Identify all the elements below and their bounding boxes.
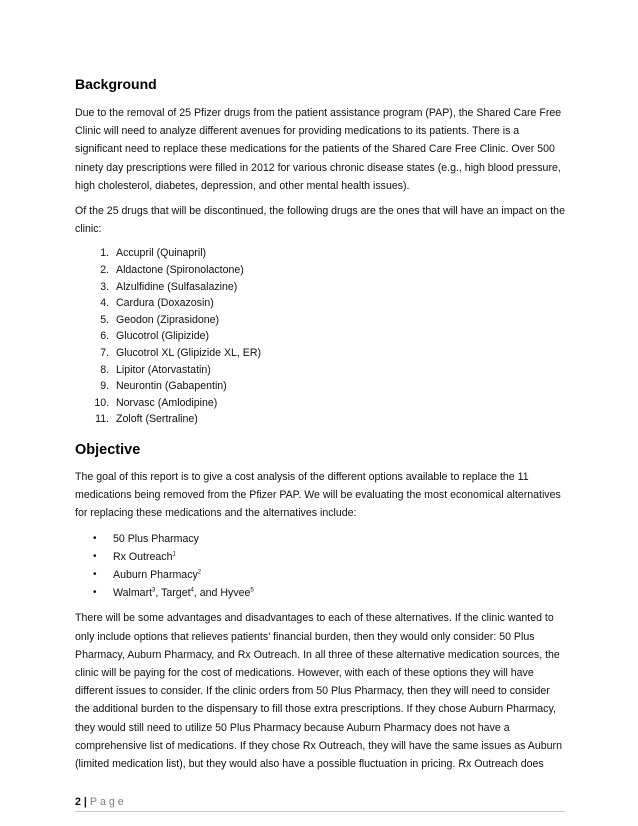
- alternative-item: [93, 584, 565, 602]
- alternative-item: [93, 548, 565, 566]
- objective-paragraph-2: There will be some advantages and disadvantages to each of these alternatives. If the clinic wanted to only include options that relieves patients’ financial burden, then they would only consider: 50 Plus Pharmacy, Auburn Pharmacy, and Rx Outreach. In all three of these alternative medication sources, the clinic will be paying for the cost of medications. However, with each of these options they will have different issues to consider. If the clinic orders from 50 Plus Pharmacy, then they will need to consider the additional burden to the dispensary to fill those extra prescriptions. If they chose Auburn Pharmacy, they would still need to utilize 50 Plus Pharmacy because Auburn Pharmacy does not have a comprehensive list of medications. If they chose Rx Outreach, they will have the same issues as Auburn (limited medication list), but they would also have a possible fluctuation in pricing. Rx Outreach does: [75, 612, 562, 770]
- drug-list-item: 5. Geodon (Ziprasidone): [112, 312, 565, 329]
- page-content: [75, 76, 565, 780]
- drug-list-item: 9. Neurontin (Gabapentin): [112, 378, 565, 395]
- drug-list-item: 8. Lipitor (Atorvastatin): [112, 362, 565, 379]
- objective-heading: Objective: [75, 441, 141, 458]
- page-number: 2: [75, 796, 81, 808]
- page-footer: [75, 796, 127, 808]
- alternative-item: [93, 530, 565, 548]
- footer-divider: [75, 811, 565, 812]
- background-paragraph-1: Due to the removal of 25 Pfizer drugs from the patient assistance program (PAP), the Shared Care Free Clinic will need to analyze different avenues for providing medications to its patients. There is a significant need to replace these medications for the patients of the Shared Care Free Clinic. Over 500 ninety day prescriptions were filled in 2012 for various chronic disease states (e.g., high blood pressure, high cholesterol, diabetes, depression, and other mental health issues).: [75, 107, 562, 192]
- drug-list-item: 7. Glucotrol XL (Glipizide XL, ER): [112, 345, 565, 362]
- drug-list-item: 2. Aldactone (Spironolactone): [112, 262, 565, 279]
- objective-paragraph-1: The goal of this report is to give a cost analysis of the different options available to replace the 11 medications being removed from the Pfizer PAP. We will be evaluating the most economical alternatives for replacing these medications and the alternatives include:: [75, 470, 561, 520]
- drug-list-item: 11. Zoloft (Sertraline): [112, 411, 565, 428]
- alternative-label: Auburn Pharmacy: [113, 568, 198, 581]
- footnote-ref[interactable]: 1: [172, 551, 176, 558]
- alternative-label: Rx Outreach: [113, 550, 173, 563]
- background-paragraph-2: Of the 25 drugs that will be discontinued, the following drugs are the ones that will have an impact on the clinic:: [75, 205, 565, 236]
- bullet-icon: •: [93, 532, 97, 544]
- background-heading: Background: [75, 76, 157, 92]
- alternative-label: , Target: [155, 587, 191, 600]
- alternative-label: 50 Plus Pharmacy: [113, 532, 199, 545]
- bullet-icon: •: [93, 568, 97, 580]
- drug-list-item: 4. Cardura (Doxazosin): [112, 295, 565, 312]
- drug-list-item: 3. Alzulfidine (Sulfasalazine): [112, 279, 565, 296]
- drug-list: [75, 245, 565, 428]
- page-word: Page: [89, 796, 127, 808]
- bullet-icon: •: [93, 550, 97, 562]
- alternative-item: [93, 566, 565, 584]
- footnote-ref[interactable]: 4: [190, 587, 194, 594]
- drug-list-item: 1. Accupril (Quinapril): [112, 245, 565, 262]
- footer-separator: |: [83, 796, 87, 808]
- drug-list-item: 6. Glucotrol (Glipizide): [112, 328, 565, 345]
- drug-list-item: 10. Norvasc (Amlodipine): [112, 395, 565, 412]
- alternatives-list: [75, 530, 565, 603]
- alternative-label: , and Hyvee: [193, 587, 251, 600]
- footnote-ref[interactable]: 5: [250, 587, 254, 594]
- footnote-ref[interactable]: 3: [152, 587, 156, 594]
- alternative-label: Walmart: [113, 587, 153, 600]
- bullet-icon: •: [93, 587, 97, 599]
- footnote-ref[interactable]: 2: [197, 569, 202, 576]
